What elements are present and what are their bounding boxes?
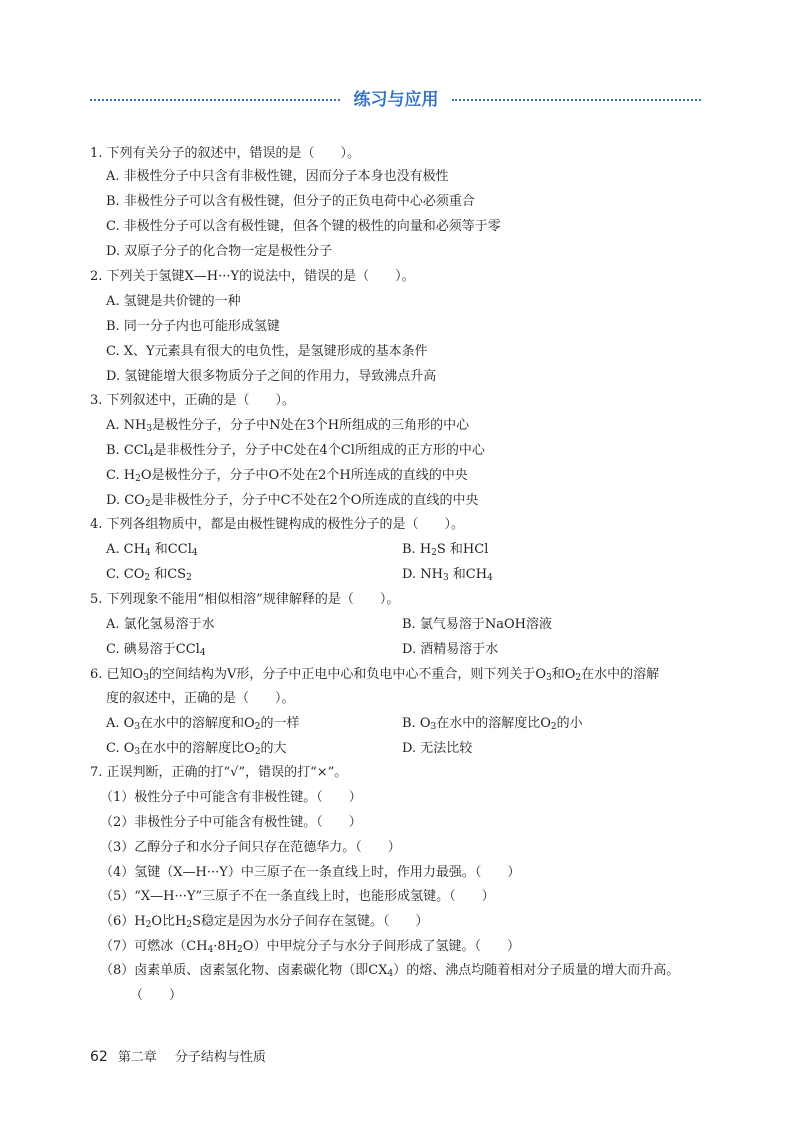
q2-option-c: C. X、Y元素具有很大的电负性，是氢键形成的基本条件 [106, 344, 428, 359]
q7-item-6: $(6)H_2O$比$H_2S$稳定是因为水分子间存在氢键。（ ） [100, 914, 429, 930]
q3-option-b: B. CCl$_4$是非极性分子，分子中C处在4个Cl所组成的正方形的中心 [106, 443, 485, 459]
q7-item-1: （1）极性分子中可能含有非极性键。（ ） [100, 790, 362, 805]
q5-option-a: A. 氯化氢易溶于水 [106, 617, 215, 632]
q4-option-d: D. $NH_3$ 和$CH_4$ [402, 567, 493, 583]
q7-item-3: （3）乙醇分子和水分子间只存在范德华力。（ ） [100, 840, 401, 855]
chapter-title: 分子结构与性质 [174, 1050, 266, 1065]
q6-option-b: B. $O_3$在水中的溶解度比$O_2$的小 [402, 716, 583, 732]
q7-item-8-answer-blank: （ ） [130, 988, 183, 1003]
section-title: 练习与应用 [353, 90, 439, 110]
q6-stem-line1: 6. 已知$O_3$的空间结构为V形，分子中正电中心和负电中心不重合，则下列关于$O_3$和$O_2$在水中的溶解 [90, 667, 660, 683]
q7-item-5: （5）“X—H···Y”三原子不在一条直线上时，也能形成氢键。（ ） [100, 889, 495, 904]
q1-option-d: D. 双原子分子的化合物一定是极性分子 [106, 244, 333, 259]
q2-option-a: A. 氢键是共价键的一种 [106, 294, 241, 309]
q5-option-c: C. 碘易溶于CCl$_4$ [106, 642, 206, 658]
q6-option-a: A. $O_3$在水中的溶解度和$O_2$的一样 [106, 716, 300, 732]
q2-stem: 2. 下列关于氢键X—H···Y的说法中，错误的是（ ）。 [90, 269, 415, 284]
q3-option-d: D. $CO_2$是非极性分子，分子中C不处在2个O所连成的直线的中央 [106, 493, 479, 509]
q3-stem: 3. 下列叙述中，正确的是（ ）。 [90, 393, 296, 408]
q2-option-d: D. 氢键能增大很多物质分子之间的作用力，导致沸点升高 [106, 369, 437, 384]
q4-option-b: B. $H_2S$ 和HCl [402, 542, 489, 558]
left-dotted-rule [90, 99, 340, 101]
q7-item-4: （4）氢键（X—H···Y）中三原子在一条直线上时，作用力最强。（ ） [100, 865, 521, 880]
q4-option-a: A. $CH_4$ 和CCl$_4$ [106, 542, 198, 558]
section-header [90, 88, 701, 112]
chapter-label: 第二章 [117, 1050, 157, 1065]
q5-option-d: D. 酒精易溶于水 [402, 642, 499, 657]
page-number: 62 [90, 1049, 108, 1065]
q4-stem: 4. 下列各组物质中，都是由极性键构成的极性分子的是（ ）。 [90, 517, 465, 532]
q2-option-b: B. 同一分子内也可能形成氢键 [106, 319, 280, 334]
q1-option-c: C. 非极性分子可以含有极性键，但各个键的极性的向量和必须等于零 [106, 219, 501, 234]
q6-stem-line2: 度的叙述中，正确的是（ ）。 [106, 691, 295, 706]
q1-option-a: A. 非极性分子中只含有非极性键，因而分子本身也没有极性 [106, 169, 449, 184]
q7-stem: 7. 正误判断，正确的打“√”，错误的打“×”。 [90, 765, 348, 780]
q5-stem: 5. 下列现象不能用“相似相溶”规律解释的是（ ）。 [90, 592, 400, 607]
q7-item-7: （7）可燃冰$(CH_4\cdot 8H_2O)$中甲烷分子与水分子间形成了氢键。（ ） [100, 939, 520, 955]
page-footer [90, 1046, 266, 1065]
q7-item-8: （8）卤素单质、卤素氢化物、卤素碳化物（即$CX_4$）的熔、沸点均随着相对分子质量的增大而升高。 [100, 963, 680, 979]
q6-option-c: C. $O_3$在水中的溶解度比$O_2$的大 [106, 741, 287, 757]
q6-option-d: D. 无法比较 [402, 741, 473, 756]
q7-item-2: （2）非极性分子中可能含有极性键。（ ） [100, 815, 362, 830]
q5-option-b: B. 氯气易溶于NaOH溶液 [402, 617, 552, 632]
q3-option-c: C. $H_2O$是极性分子，分子中O不处在2个H所连成的直线的中央 [106, 468, 468, 484]
q4-option-c: C. $CO_2$ 和$CS_2$ [106, 567, 192, 583]
q1-stem: 1. 下列有关分子的叙述中，错误的是（ ）。 [90, 146, 361, 161]
q1-option-b: B. 非极性分子可以含有极性键，但分子的正负电荷中心必须重合 [106, 194, 475, 209]
q3-option-a: A. $NH_3$是极性分子，分子中N处在3个H所组成的三角形的中心 [106, 418, 470, 434]
right-dotted-rule [452, 99, 701, 101]
